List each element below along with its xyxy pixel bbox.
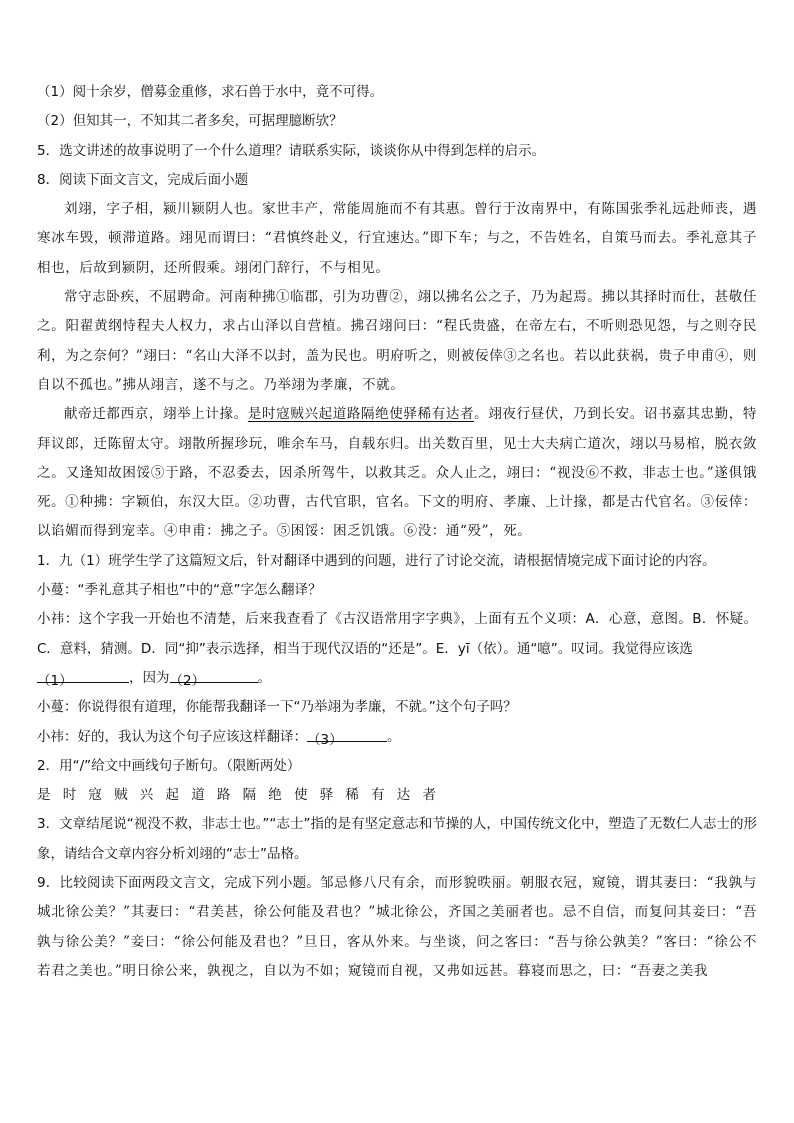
dialogue-line: 小蔓：“季礼意其子相也”中的“意”字怎么翻译？ <box>37 582 322 599</box>
connector-text: ，因为 <box>129 669 170 686</box>
exam-page <box>37 78 757 986</box>
passage-text: 。翊夜行昼伏，乃到长安。诏书嘉其忠勤，特拜议郎，迁陈留太守。翊散所握珍玩，唯余车马，自载东归。出关数百里，见士大夫病亡道次，翊以马易棺，脱衣敛之。又逢知故困馁⑤于路，不忍委去，因杀所驾牛，以救其乏。众人止之，翊曰：“视没⑥不救，非志士也。”遂俱饿死。①种拂：字颖伯，东汉大臣。②功曹，古代官职，官名。下文的明府、孝廉、上计掾，都是古代官名。③佞倖：以谄媚而得到宠幸。④申甫：拂之子。⑤困馁：困乏饥饿。⑥没：通“殁”，死。 <box>37 406 757 540</box>
answer-blank-line <box>37 664 757 693</box>
dialogue-line: 小蔓：你说得很有道理，你能帮我翻译一下“乃举翊为孝廉，不就。”这个句子吗？ <box>37 699 517 716</box>
question-9-stem: 9．比较阅读下面两段文言文，完成下列小题。 <box>37 875 321 892</box>
passage-paragraph-1: 刘翊，字子相，颍川颍阴人也。家世丰产，常能周施而不有其惠。曾行于汝南界中，有陈国张季礼远赴师丧，遇寒冰车毁，顿滞道路。翊见而谓曰：“君慎终赴义，行宜速达。”即下车；与之，不告姓名，自策马而去。季礼意其子相也，后故到颍阴，还所假乘。翊闭门辞行，不与相见。 <box>37 201 757 276</box>
blank-label: （3） <box>307 731 343 748</box>
blank-label: （2） <box>169 672 206 689</box>
dialogue-line <box>37 723 757 752</box>
answer-blank-3[interactable] <box>307 726 387 748</box>
translation-item-1: （1）阅十余岁，僧募金重修，求石兽于水中，竟不可得。 <box>37 84 384 100</box>
question-9 <box>37 869 757 986</box>
question-2-stem: 2．用“/”给文中画线句子断句。（限断两处） <box>37 757 301 774</box>
punctuation: 。 <box>257 669 271 686</box>
translation-item-2: （2）但知其一，不知其二者多矣，可据理臆断欤？ <box>37 113 343 130</box>
passage-text: 献帝迁都西京，翊举上计掾。 <box>64 406 248 423</box>
sentence-to-segment: 是时寇贼兴起道路隔绝使驿稀有达者 <box>37 787 449 804</box>
dialogue-text: 小祎：好的，我认为这个句子应该这样翻译： <box>37 728 307 745</box>
question-3: 3．文章结尾说“视没不救，非志士也。”“志士”指的是有坚定意志和节操的人，中国传统文化中，塑造了无数仁人志士的形象，请结合文章内容分析刘翊的“志士”品格。 <box>37 816 757 862</box>
passage-paragraph-3 <box>37 400 757 546</box>
question-1-stem: 1．九（1）班学生学了这篇短文后，针对翻译中遇到的问题，进行了讨论交流，请根据情境完成下面讨论的内容。 <box>37 552 716 569</box>
dialogue-line: 小祎：这个字我一开始也不清楚，后来我查看了《古汉语常用字字典》，上面有五个义项：A．心意，意图。B．怀疑。C．意料，猜测。D．同“抑”表示选择，相当于现代汉语的“还是”。E．yī（依）。通“噫”。叹词。我觉得应该选 <box>37 611 757 657</box>
passage-paragraph-2: 常守志卧疾，不屈聘命。河南种拂①临郡，引为功曹②，翊以拂名公之子，乃为起焉。拂以其择时而仕，甚敬任之。阳翟黄纲恃程夫人权力，求占山泽以自营植。拂召翊问曰：“程氏贵盛，在帝左右，不听则恐见怨，与之则夺民利，为之奈何？”翊曰：“名山大泽不以封，盖为民也。明府听之，则被佞倖③之名也。若以此获祸，贵子申甫④，则自以不孤也。”拂从翊言，遂不与之。乃举翊为孝廉，不就。 <box>37 289 758 393</box>
answer-blank-1[interactable] <box>37 667 129 689</box>
question-5: 5．选文讲述的故事说明了一个什么道理？请联系实际，谈谈你从中得到怎样的启示。 <box>37 142 546 159</box>
question-9-passage: 邹忌修八尺有余，而形貌昳丽。朝服衣冠，窥镜，谓其妻曰：“我孰与城北徐公美？”其妻曰：“君美甚，徐公何能及君也？”城北徐公，齐国之美丽者也。忌不自信，而复问其妾曰：“吾孰与徐公美？”妾曰：“徐公何能及君也？”旦日，客从外来。与坐谈，问之客曰：“吾与徐公孰美？”客曰：“徐公不若君之美也。”明日徐公来，孰视之，自以为不如；窥镜而自视，又弗如远甚。暮寝而思之，曰：“吾妻之美我 <box>37 875 757 979</box>
blank-label: （1） <box>37 672 73 689</box>
answer-blank-2[interactable] <box>169 667 258 689</box>
underlined-sentence: 是时寇贼兴起道路隔绝使驿稀有达者 <box>247 406 475 423</box>
punctuation: 。 <box>387 728 401 745</box>
question-8-title: 8．阅读下面文言文，完成后面小题 <box>37 171 249 188</box>
